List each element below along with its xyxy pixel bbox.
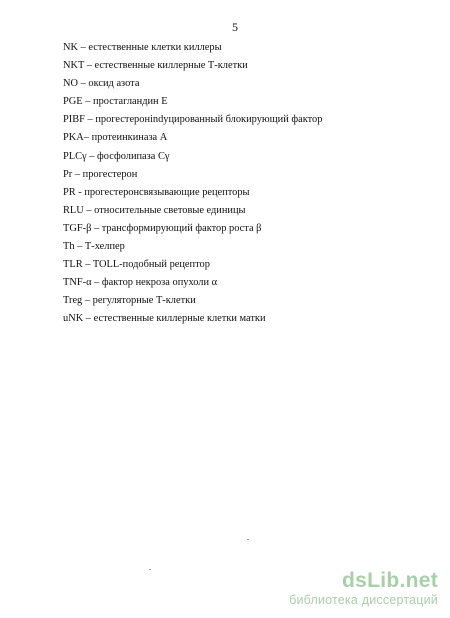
abbreviation-tnf: TNF-α – фактор некроза опухоли α xyxy=(63,277,218,289)
abbreviation-list xyxy=(63,39,322,329)
abbreviation-pka: PKA– протеинкиназа А xyxy=(63,132,168,144)
abbreviation-pibf: PIBF – прогестеронindуцированный блокирующий фактор xyxy=(63,114,323,126)
watermark xyxy=(289,570,438,608)
abbreviation-tgf: TGF-β – трансформирующий фактор роста β xyxy=(63,222,262,234)
abbreviation-rlu: RLU – относительные световые единицы xyxy=(63,204,246,216)
abbreviation-plc: PLCγ – фосфолипаза Cγ xyxy=(63,150,170,162)
watermark-logo: dsLib.net xyxy=(341,569,438,592)
abbreviation-treg: Treg – регуляторные Т-клетки xyxy=(63,295,196,307)
abbreviation-th: Th – Т-хелпер xyxy=(63,241,125,253)
page-number: 5 xyxy=(232,20,238,34)
scan-speck xyxy=(247,539,249,540)
abbreviation-pr: Pr – прогестерон xyxy=(63,168,138,180)
scan-speck xyxy=(149,569,151,570)
abbreviation-no: NO – оксид азота xyxy=(63,78,140,90)
abbreviation-nk: NK – естественные клетки киллеры xyxy=(63,42,222,53)
abbreviation-pr-receptors: PR - прогестеронсвязывающие рецепторы xyxy=(63,186,250,198)
abbreviation-pge: PGE – простагландин Е xyxy=(63,96,168,108)
abbreviation-unk: uNK – естественные киллерные клетки матки xyxy=(63,313,266,325)
watermark-subtitle: библиотека диссертаций xyxy=(289,593,438,607)
abbreviation-nkt: NKT – естественные киллерные Т-клетки xyxy=(63,60,248,72)
abbreviation-tlr: TLR – TOLL-подобный рецептор xyxy=(63,259,210,271)
